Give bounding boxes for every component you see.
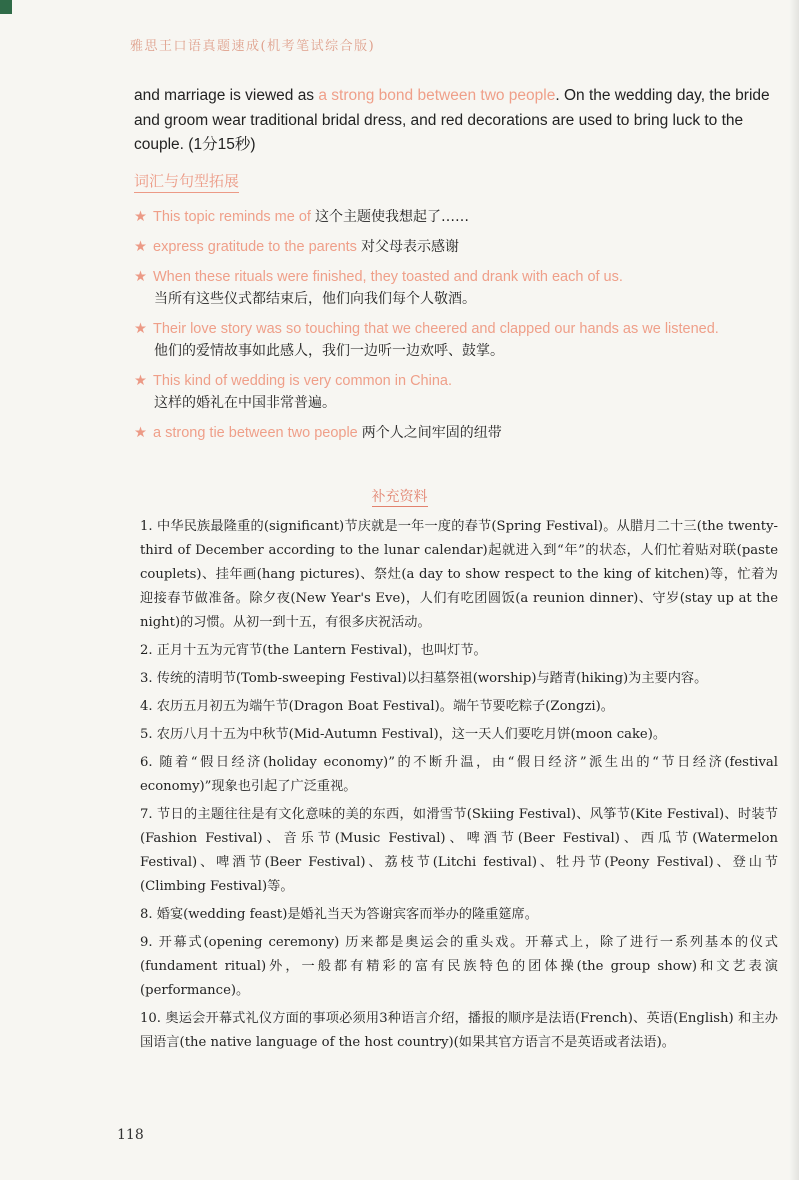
vocab-item <box>134 422 784 444</box>
supplement-list <box>140 515 778 1059</box>
vocab-item <box>134 318 784 362</box>
intro-highlight: a strong bond between two people <box>318 87 556 104</box>
vocab-zh: 这个主题使我想起了…… <box>314 209 469 225</box>
supplement-item: 3. 传统的清明节(Tomb-sweeping Festival)以扫墓祭祖(worship)与踏青(hiking)为主要内容。 <box>140 671 708 686</box>
supplement-item: 4. 农历五月初五为端午节(Dragon Boat Festival)。端午节要吃粽子(Zongzi)。 <box>140 699 614 714</box>
intro-paragraph <box>134 84 784 158</box>
vocab-list <box>134 206 784 452</box>
supplement-title-wrap <box>0 486 799 506</box>
star-icon: ★ <box>134 239 147 255</box>
vocab-item <box>134 206 784 228</box>
vocab-item <box>134 236 784 258</box>
star-icon: ★ <box>134 373 147 389</box>
supplement-title: 补充资料 <box>371 489 428 505</box>
supplement-item: 1. 中华民族最隆重的(significant)节庆就是一年一度的春节(Spring Festival)。从腊月二十三(the twenty-third of December according to the lunar calendar)起就进入到“年”的状态，人们忙着贴对联(paste couplets)、挂年画(hang pictures)、祭灶(a day to show respect to the king of kitchen)等，忙着为迎接春节做准备。除夕夜(New Year's Eve)，人们有吃团圆饭(a reunion dinner)、守岁(stay up at the night)的习惯。从初一到十五，有很多庆祝活动。 <box>140 519 778 630</box>
vocab-zh-translation: 他们的爱情故事如此感人，我们一边听一边欢呼、鼓掌。 <box>154 343 504 359</box>
supplement-item: 8. 婚宴(wedding feast)是婚礼当天为答谢宾客而举办的隆重筵席。 <box>140 907 538 922</box>
supplement-item: 9. 开幕式(opening ceremony) 历来都是奥运会的重头戏。开幕式上，除了进行一系列基本的仪式(fundament ritual)外，一般都有精彩的富有民族特色的团体操(the group show)和文艺表演(performance)。 <box>140 935 778 998</box>
intro-text-1: and marriage is viewed as <box>134 87 319 104</box>
intro-text-2: . On the wedding day, the bride and groom wear traditional bridal dress, and red decorations are used to bring luck to the couple. <box>134 87 770 153</box>
supplement-item: 6. 随着“假日经济(holiday economy)”的不断升温，由“假日经济”派生出的“节日经济(festival economy)”现象也引起了广泛重视。 <box>140 755 778 794</box>
vocab-en: When these rituals were finished, they toasted and drank with each of us. <box>153 269 623 285</box>
vocab-item <box>134 266 784 310</box>
vocab-zh: 两个人之间牢固的纽带 <box>361 425 502 441</box>
supplement-item: 10. 奥运会开幕式礼仪方面的事项必须用3种语言介绍，播报的顺序是法语(French)、英语(English) 和主办国语言(the native language of the host country)(如果其官方语言不是英语或者法语)。 <box>140 1011 778 1050</box>
supplement-item: 5. 农历八月十五为中秋节(Mid-Autumn Festival)，这一天人们要吃月饼(moon cake)。 <box>140 727 667 742</box>
star-icon: ★ <box>134 269 147 285</box>
star-icon: ★ <box>134 321 147 337</box>
vocab-zh: 对父母表示感谢 <box>360 239 459 255</box>
vocab-en: This kind of wedding is very common in China. <box>153 373 452 389</box>
vocab-en: express gratitude to the parents <box>153 239 357 255</box>
star-icon: ★ <box>134 425 147 441</box>
vocab-zh-translation: 当所有这些仪式都结束后，他们向我们每个人敬酒。 <box>154 291 476 307</box>
star-icon: ★ <box>134 209 147 225</box>
supplement-item: 2. 正月十五为元宵节(the Lantern Festival)，也叫灯节。 <box>140 643 487 658</box>
page-edge-shadow <box>789 0 799 1180</box>
corner-tab <box>0 0 12 14</box>
vocab-en: a strong tie between two people <box>153 425 358 441</box>
running-header: 雅思王口语真题速成(机考笔试综合版) <box>130 39 376 54</box>
intro-timing: (1分15秒) <box>188 136 256 153</box>
vocab-item <box>134 370 784 414</box>
vocab-section-title: 词汇与句型拓展 <box>134 170 239 193</box>
vocab-en: Their love story was so touching that we cheered and clapped our hands as we listened. <box>153 321 719 337</box>
vocab-en: This topic reminds me of <box>153 209 311 225</box>
vocab-zh-translation: 这样的婚礼在中国非常普遍。 <box>154 395 336 411</box>
supplement-item: 7. 节日的主题往往是有文化意味的美的东西，如滑雪节(Skiing Festival)、风筝节(Kite Festival)、时装节(Fashion Festival)、音乐节(Music Festival)、啤酒节(Beer Festival)、西瓜节(Watermelon Festival)、啤酒节(Beer Festival)、荔枝节(Litchi festival)、牡丹节(Peony Festival)、登山节(Climbing Festival)等。 <box>140 807 778 894</box>
page-number: 118 <box>117 1127 144 1143</box>
